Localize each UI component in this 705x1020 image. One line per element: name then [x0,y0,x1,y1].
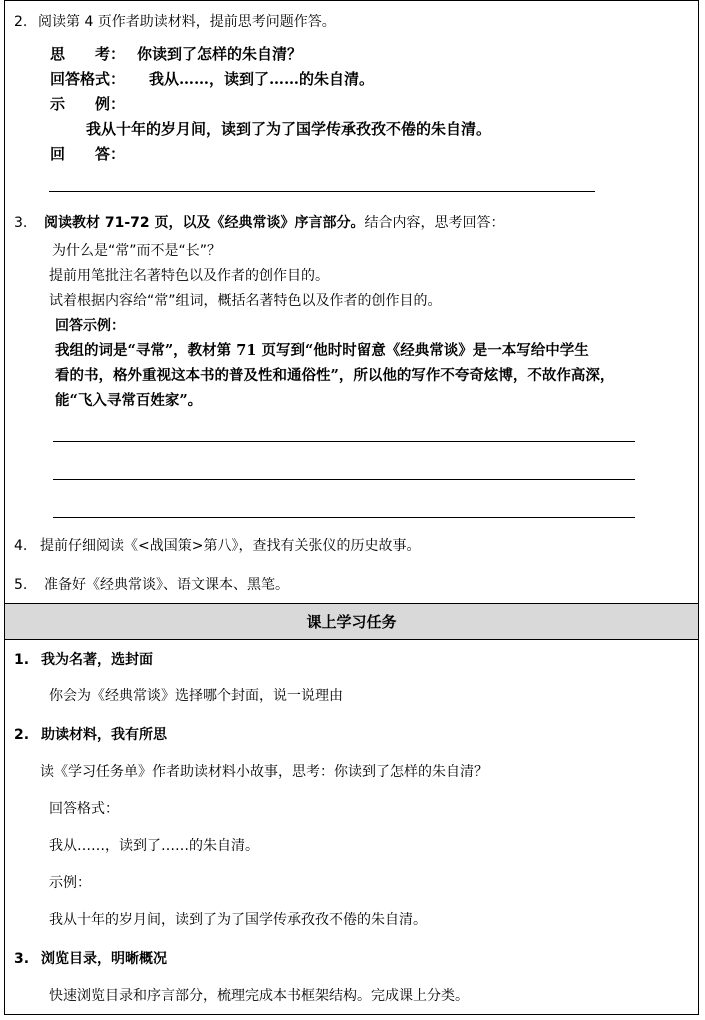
task1-line-1: 你会为《经典常谈》选择哪个封面，说一说理由 [49,688,343,704]
section-header [5,603,698,640]
item2-example-label: 示 例： [50,95,126,113]
section-title: 课上学习任务 [306,613,397,631]
item2-text: 阅读第 4 页作者助读材料，提前思考问题作答。 [38,14,336,30]
answer-line[interactable] [53,441,635,442]
answer-line[interactable] [49,191,595,192]
task3-number: 3. [14,951,30,967]
item3-question-2: 提前用笔批注名著特色以及作者的创作目的。 [49,268,329,284]
item3-question-1: 为什么是“常”而不是“长”？ [52,243,222,259]
item4-number: 4. [14,538,28,554]
task2-line-5: 我从十年的岁月间，读到了为了国学传承孜孜不倦的朱自清。 [49,912,427,928]
task3-title: 浏览目录，明晰概况 [41,951,167,967]
item5-text: 准备好《经典常谈》、语文课本、黑笔。 [44,577,289,593]
answer-line[interactable] [53,517,635,518]
answer-line[interactable] [53,479,635,480]
item2-format-label: 回答格式： [50,70,126,88]
item3-example-label: 回答示例： [55,318,125,334]
task1-title: 我为名著，选封面 [41,652,153,668]
task2-line-3: 我从……，读到了……的朱自清。 [49,838,259,854]
task1-number: 1. [14,652,30,668]
task2-number: 2. [14,727,30,743]
item3-question-3: 试着根据内容给“常”组词，概括名著特色以及作者的创作目的。 [49,293,442,309]
item3-text-rest: 结合内容，思考回答： [364,215,505,231]
item2-format-text: 我从……，读到了……的朱自清。 [149,70,375,88]
item3-text [44,213,505,233]
item2-think-text: 你读到了怎样的朱自清？ [137,45,303,63]
task2-line-1: 读《学习任务单》作者助读材料小故事，思考：你读到了怎样的朱自清？ [40,764,488,780]
item3-text-bold: 阅读教材 71-72 页，以及《经典常谈》序言部分。 [44,215,365,231]
item2-answer-label: 回 答： [50,145,126,163]
task2-line-2: 回答格式： [49,801,119,817]
item3-example-line-3: 能“飞入寻常百姓家”。 [55,392,203,409]
item2-example-text: 我从十年的岁月间，读到了为了国学传承孜孜不倦的朱自清。 [86,120,492,138]
item2-think-label: 思 考： [50,45,126,63]
item3-number: 3. [14,215,28,231]
item5-number: 5. [14,577,28,593]
task2-line-4: 示例： [49,875,91,891]
task2-title: 助读材料，我有所思 [41,727,167,743]
item3-example-line-2: 看的书，格外重视这本书的普及性和通俗性”，所以他的写作不夸奇炫博，不故作高深， [55,367,615,384]
item3-example-line-1: 我组的词是“寻常”，教材第 71 页写到“他时时留意《经典常谈》是一本写给中学生 [55,342,589,359]
task3-line-1: 快速浏览目录和序言部分，梳理完成本书框架结构。完成课上分类。 [49,988,469,1004]
item4-text: 提前仔细阅读《<战国策>第八》，查找有关张仪的历史故事。 [40,538,421,554]
item2-number: 2. [14,14,28,30]
